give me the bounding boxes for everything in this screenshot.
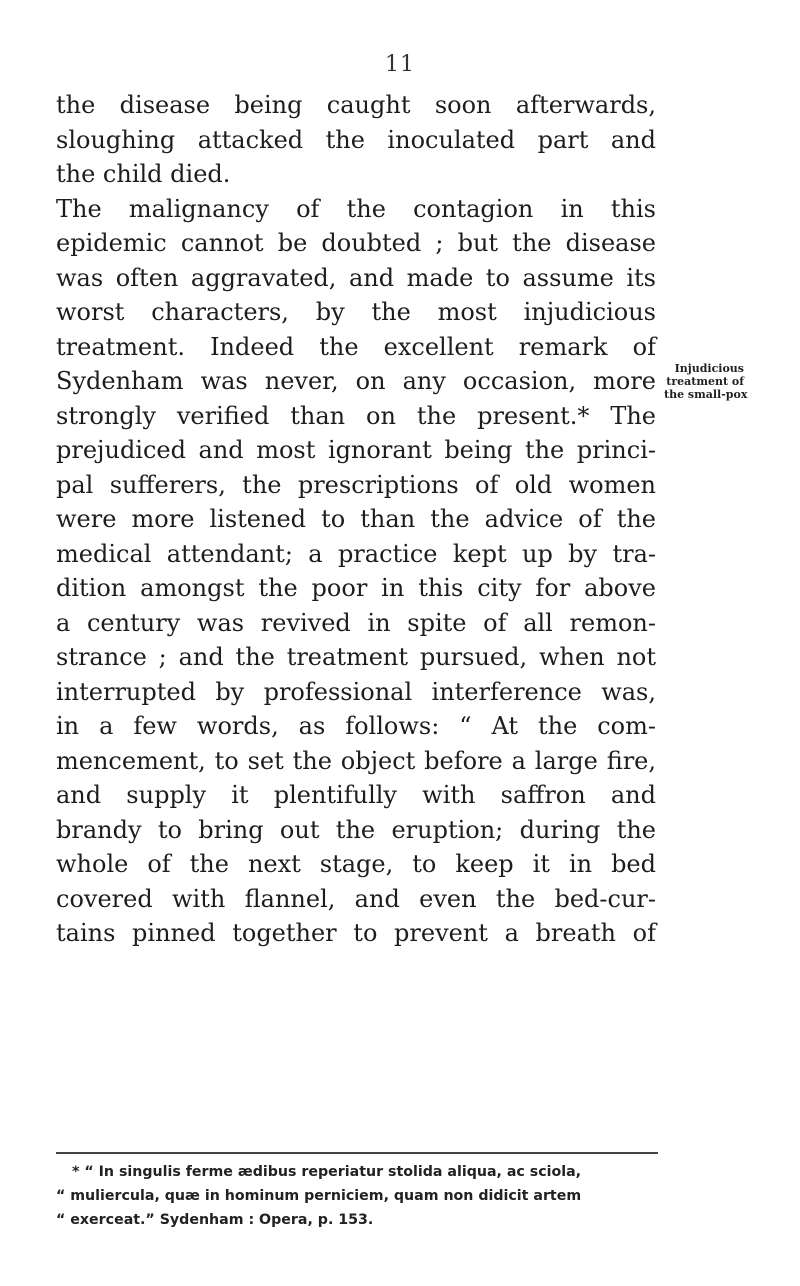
text-line: sloughing attacked the inoculated part and (56, 125, 656, 154)
text-line: a century was revived in spite of all remon- (56, 608, 656, 637)
text-line: strongly verified than on the present.* The (56, 401, 656, 430)
text-line: worst characters, by the most injudicious (56, 298, 656, 326)
margin-note (664, 362, 748, 401)
text-line: covered with flannel, and even the bed-cur- (56, 884, 656, 913)
text-line: and supply it plentifully with saffron and (56, 781, 656, 809)
text-line: brandy to bring out the eruption; during the (56, 815, 656, 844)
text-line: epidemic cannot be doubted ; but the disease (56, 229, 656, 257)
footnote (56, 1160, 662, 1232)
footnote-line: “ exerceat.” Sydenham : Opera, p. 153. (56, 1212, 374, 1228)
text-line: tains pinned together to prevent a breath of (56, 919, 656, 947)
text-line: pal sufferers, the prescriptions of old women (56, 470, 656, 499)
text-line: in a few words, as follows: “ At the com- (56, 712, 656, 740)
text-line: prejudiced and most ignorant being the princi- (56, 436, 656, 464)
text-line: whole of the next stage, to keep it in bed (56, 850, 656, 878)
text-line: mencement, to set the object before a large fire, (56, 746, 656, 775)
text-line: were more listened to than the advice of the (56, 505, 656, 533)
text-line: treatment. Indeed the excellent remark of (56, 332, 656, 361)
text-line: strance ; and the treatment pursued, when not (56, 643, 656, 671)
text-line: the child died. (56, 160, 231, 188)
footnote-line: * “ In singulis ferme ædibus reperiatur stolida aliqua, ac sciola, (72, 1164, 582, 1180)
text-line: The malignancy of the contagion in this (56, 194, 656, 223)
body-text (56, 88, 656, 951)
margin-note-line: Injudicious (674, 362, 744, 375)
text-line: Sydenham was never, on any occasion, more (56, 367, 656, 395)
footnote-line: “ muliercula, quæ in hominum perniciem, quam non didicit artem (56, 1188, 582, 1204)
text-line: medical attendant; a practice kept up by tra- (56, 539, 656, 568)
page-number: 11 (385, 52, 415, 77)
text-line: dition amongst the poor in this city for above (56, 574, 656, 602)
margin-note-line: treatment of (666, 375, 744, 388)
text-line: was often aggravated, and made to assume its (56, 263, 656, 292)
text-line: interrupted by professional interference was, (56, 677, 656, 706)
margin-note-line: the small-pox (664, 388, 748, 401)
text-line: the disease being caught soon afterwards, (56, 91, 656, 119)
footnote-divider (56, 1152, 658, 1154)
